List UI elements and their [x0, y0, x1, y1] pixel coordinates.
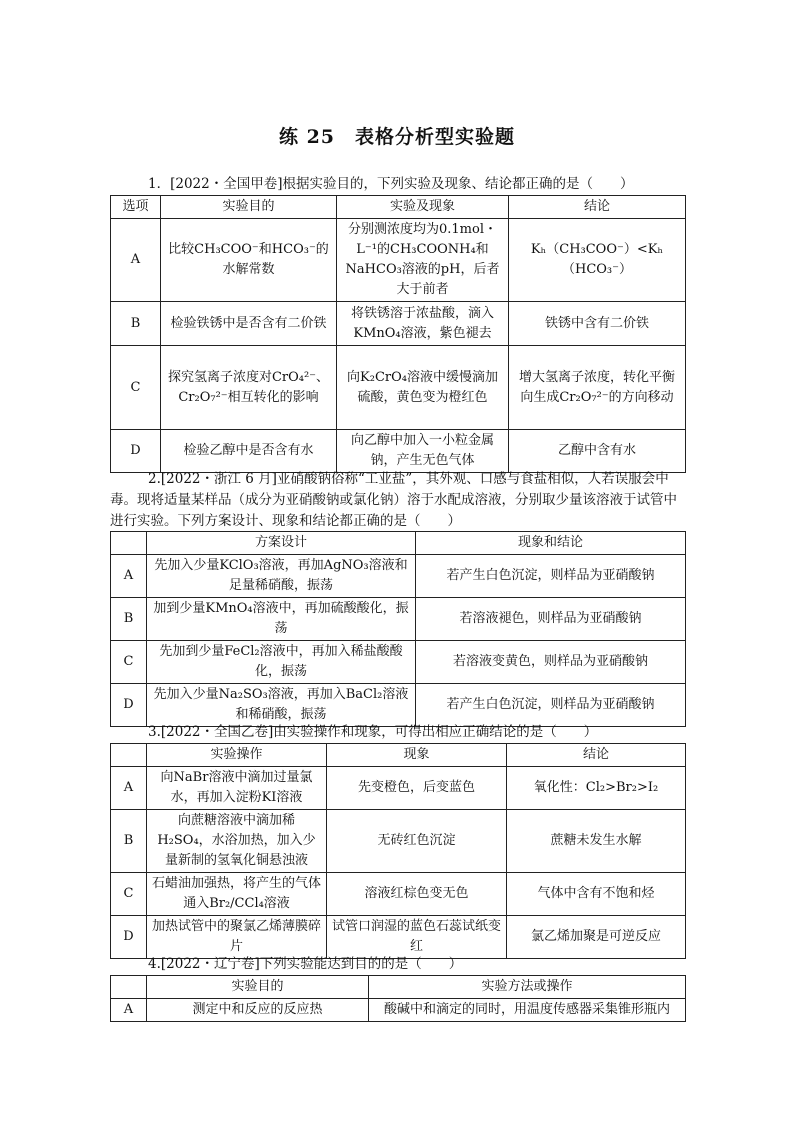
- table-header-cell: 实验及现象: [337, 196, 509, 219]
- design-cell: 加到少量KMnO₄溶液中，再加硫酸酸化，振荡: [147, 598, 416, 641]
- experiment-cell: 向乙醇中加入一小粒金属钠，产生无色气体: [337, 430, 509, 473]
- table-header-cell: 结论: [509, 196, 686, 219]
- option-label: A: [111, 999, 147, 1022]
- table-header-cell: 选项: [111, 196, 161, 219]
- design-cell: 先加入少量Na₂SO₃溶液，再加入BaCl₂溶液和稀硝酸，振荡: [147, 684, 416, 727]
- table-header-cell: 实验目的: [161, 196, 337, 219]
- question-1-table: [110, 195, 686, 473]
- option-label: B: [111, 598, 147, 641]
- table-header-cell: 现象和结论: [416, 532, 686, 555]
- phenomenon-cell: 先变橙色，后变蓝色: [327, 767, 507, 810]
- operation-cell: 加热试管中的聚氯乙烯薄膜碎片: [147, 916, 327, 959]
- purpose-cell: 探究氢离子浓度对CrO₄²⁻、Cr₂O₇²⁻相互转化的影响: [161, 346, 337, 430]
- option-label: C: [111, 873, 147, 916]
- result-cell: 若溶液褪色，则样品为亚硝酸钠: [416, 598, 686, 641]
- table-row: [111, 873, 686, 916]
- option-label: A: [111, 555, 147, 598]
- option-label: D: [111, 684, 147, 727]
- table-header-cell: 结论: [507, 744, 686, 767]
- table-row: [111, 302, 686, 346]
- table-row: [111, 641, 686, 684]
- operation-cell: 向蔗糖溶液中滴加稀H₂SO₄，水浴加热，加入少量新制的氢氧化铜悬浊液: [147, 810, 327, 873]
- table-header-cell: [111, 744, 147, 767]
- table-header-row: [111, 744, 686, 767]
- table-header-cell: [111, 976, 147, 999]
- table-header-cell: [111, 532, 147, 555]
- table-header-cell: 方案设计: [147, 532, 416, 555]
- result-cell: 若产生白色沉淀，则样品为亚硝酸钠: [416, 684, 686, 727]
- option-label: C: [111, 346, 161, 430]
- table-header-cell: 实验操作: [147, 744, 327, 767]
- page-title: 练 25 表格分析型实验题: [278, 126, 516, 148]
- table-row: [111, 555, 686, 598]
- experiment-cell: 分别测浓度均为0.1mol・L⁻¹的CH₃COONH₄和NaHCO₃溶液的pH，后者大于前者: [337, 219, 509, 302]
- table-row: [111, 999, 686, 1022]
- conclusion-cell: 铁锈中含有二价铁: [509, 302, 686, 346]
- question-2-stem: 2.[2022・浙江 6 月]亚硝酸钠俗称“工业盐”，其外观、口感与食盐相似，人若误服会中毒。现将适量某样品（成分为亚硝酸钠或氯化钠）溶于水配成溶液，分别取少量该溶液于试管中进行实验。下列方案设计、现象和结论都正确的是（ ）: [110, 471, 677, 529]
- table-row: [111, 219, 686, 302]
- table-row: [111, 767, 686, 810]
- question-4-stem: 4.[2022・辽宁卷]下列实验能达到目的的是（ ）: [148, 956, 463, 972]
- method-cell: 酸碱中和滴定的同时，用温度传感器采集锥形瓶内: [369, 999, 686, 1022]
- conclusion-cell: 蔗糖未发生水解: [507, 810, 686, 873]
- experiment-cell: 向K₂CrO₄溶液中缓慢滴加硫酸，黄色变为橙红色: [337, 346, 509, 430]
- question-4-table: [110, 975, 686, 1022]
- table-row: [111, 430, 686, 473]
- operation-cell: 向NaBr溶液中滴加过量氯水，再加入淀粉KI溶液: [147, 767, 327, 810]
- table-row: [111, 598, 686, 641]
- result-cell: 若产生白色沉淀，则样品为亚硝酸钠: [416, 555, 686, 598]
- conclusion-cell: 氧化性：Cl₂>Br₂>I₂: [507, 767, 686, 810]
- question-3-stem: 3.[2022・全国乙卷]由实验操作和现象，可得出相应正确结论的是（ ）: [148, 724, 598, 740]
- option-label: A: [111, 767, 147, 810]
- table-row: [111, 684, 686, 727]
- table-row: [111, 810, 686, 873]
- table-header-row: [111, 976, 686, 999]
- table-header-cell: 实验目的: [147, 976, 369, 999]
- design-cell: 先加入少量KClO₃溶液，再加AgNO₃溶液和足量稀硝酸，振荡: [147, 555, 416, 598]
- purpose-cell: 测定中和反应的反应热: [147, 999, 369, 1022]
- option-label: B: [111, 302, 161, 346]
- question-3-table: [110, 743, 686, 959]
- phenomenon-cell: 溶液红棕色变无色: [327, 873, 507, 916]
- purpose-cell: 比较CH₃COO⁻和HCO₃⁻的水解常数: [161, 219, 337, 302]
- question-2-table: [110, 531, 686, 727]
- conclusion-cell: 气体中含有不饱和烃: [507, 873, 686, 916]
- table-header-cell: 实验方法或操作: [369, 976, 686, 999]
- table-header-row: [111, 532, 686, 555]
- conclusion-cell: 氯乙烯加聚是可逆反应: [507, 916, 686, 959]
- conclusion-cell: Kₕ（CH₃COO⁻）<Kₕ（HCO₃⁻）: [509, 219, 686, 302]
- conclusion-cell: 增大氢离子浓度，转化平衡向生成Cr₂O₇²⁻的方向移动: [509, 346, 686, 430]
- option-label: D: [111, 916, 147, 959]
- phenomenon-cell: 无砖红色沉淀: [327, 810, 507, 873]
- option-label: A: [111, 219, 161, 302]
- table-header-cell: 现象: [327, 744, 507, 767]
- table-row: [111, 916, 686, 959]
- table-header-row: [111, 196, 686, 219]
- table-row: [111, 346, 686, 430]
- phenomenon-cell: 试管口润湿的蓝色石蕊试纸变红: [327, 916, 507, 959]
- conclusion-cell: 乙醇中含有水: [509, 430, 686, 473]
- option-label: B: [111, 810, 147, 873]
- purpose-cell: 检验乙醇中是否含有水: [161, 430, 337, 473]
- design-cell: 先加到少量FeCl₂溶液中，再加入稀盐酸酸化，振荡: [147, 641, 416, 684]
- experiment-cell: 将铁锈溶于浓盐酸，滴入KMnO₄溶液，紫色褪去: [337, 302, 509, 346]
- operation-cell: 石蜡油加强热，将产生的气体通入Br₂/CCl₄溶液: [147, 873, 327, 916]
- question-1-stem: 1．[2022・全国甲卷]根据实验目的，下列实验及现象、结论都正确的是（ ）: [148, 176, 634, 192]
- option-label: C: [111, 641, 147, 684]
- result-cell: 若溶液变黄色，则样品为亚硝酸钠: [416, 641, 686, 684]
- option-label: D: [111, 430, 161, 473]
- purpose-cell: 检验铁锈中是否含有二价铁: [161, 302, 337, 346]
